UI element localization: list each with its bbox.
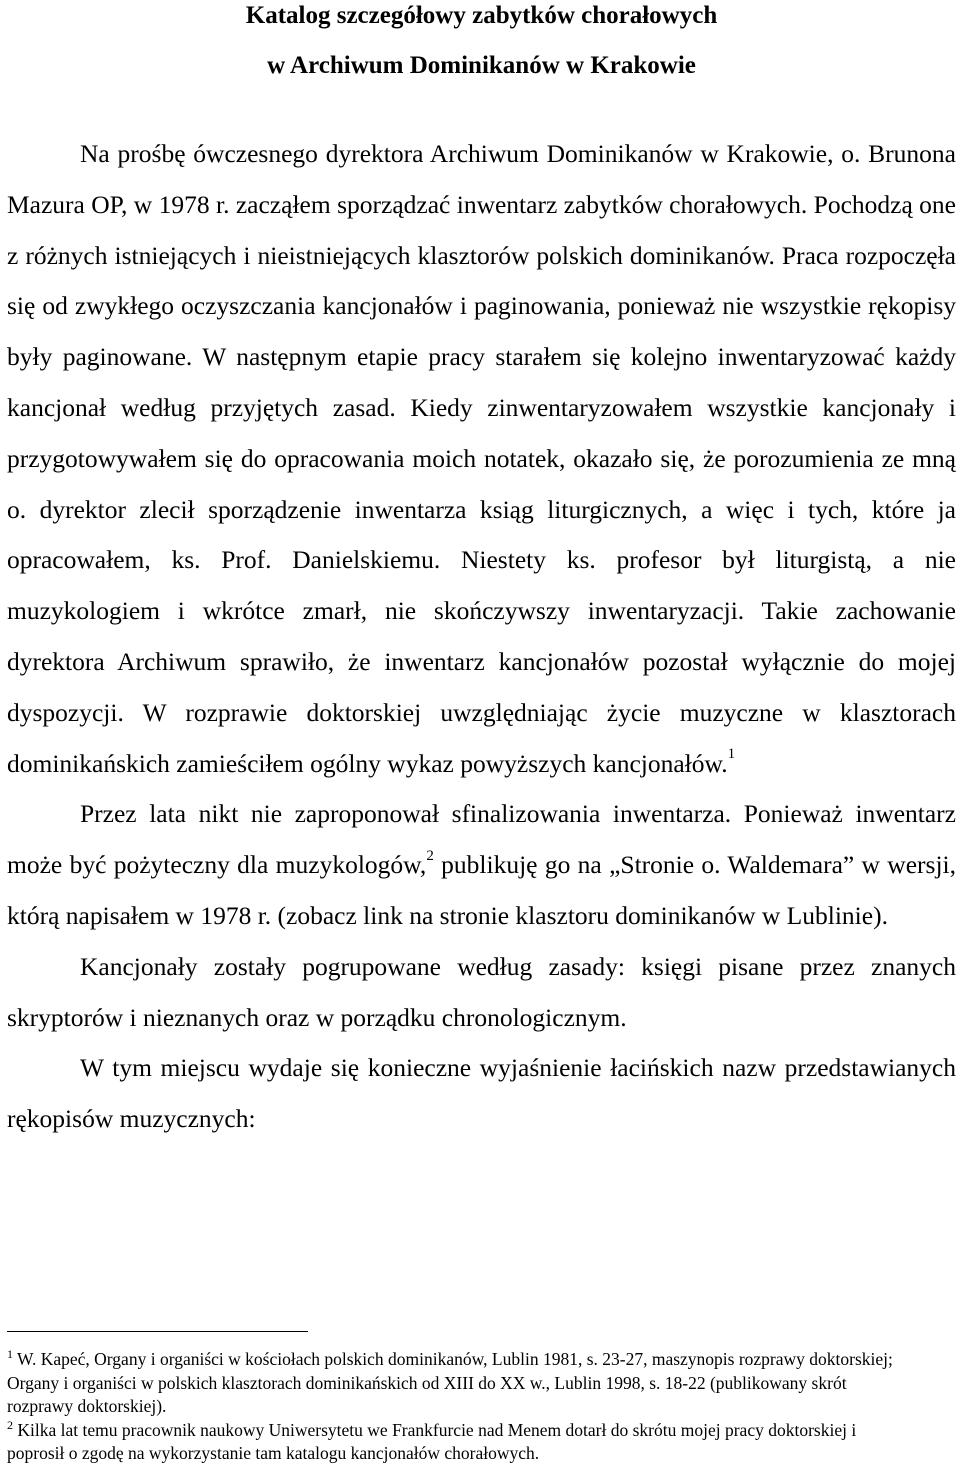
- footnote-2-number: 2: [7, 1417, 13, 1432]
- footnote-2: [7, 1419, 912, 1466]
- paragraph-2-text-a: Przez lata nikt nie zaproponował sfinalizowania inwentarza. Ponieważ inwentarz może być pożyteczny dla muzykologów,: [7, 799, 956, 880]
- paragraph-2: [7, 789, 956, 941]
- footnotes: [7, 1348, 912, 1466]
- document-title-line-2: w Archiwum Dominikanów w Krakowie: [267, 52, 696, 79]
- paragraph-3: Kancjonały zostały pogrupowane według zasady: księgi pisane przez znanych skryptorów i nieznanych oraz w porządku chronologicznym.: [7, 951, 956, 1032]
- footnote-1: [7, 1348, 912, 1419]
- footnote-2-text: Kilka lat temu pracownik naukowy Uniwersytetu we Frankfurcie nad Menem dotarł do skrótu mojej pracy doktorskiej i poprosił o zgodę na wykorzystanie tam katalogu kancjonałów chorałowych.: [7, 1419, 857, 1463]
- footnote-ref-2: 2: [426, 847, 434, 864]
- footnote-1-number: 1: [7, 1347, 13, 1362]
- paragraph-1: [7, 129, 956, 789]
- footnote-ref-1: 1: [727, 746, 736, 763]
- footnote-1-text: W. Kapeć, Organy i organiści w kościołach polskich dominikanów, Lublin 1981, s. 23-27, maszynopis rozprawy doktorskiej; Organy i organiści w polskich klasztorach dominikańskich od XIII do XX w., Lublin 1998, s. 18-22 (publikowany skrót rozprawy doktorskiej).: [7, 1349, 893, 1416]
- paragraph-1-text: Na prośbę ówczesnego dyrektora Archiwum Dominikanów w Krakowie, o. Brunona Mazura OP, w 1978 r. zacząłem sporządzać inwentarz zabytków chorałowych. Pochodzą one z różnych istniejących i nieistniejących klasztorów polskich dominikanów. Praca rozpoczęła się od zwykłego oczyszczania kancjonałów i paginowania, ponieważ nie wszystkie rękopisy były paginowane. W następnym etapie pracy starałem się kolejno inwentaryzować każdy kancjonał według przyjętych zasad. Kiedy zinwentaryzowałem wszystkie kancjonały i przygotowywałem się do opracowania moich notatek, okazało się, że porozumienia ze mną o. dyrektor zlecił sporządzenie inwentarza ksiąg liturgicznych, a więc i tych, które ja opracowałem, ks. Prof. Danielskiemu. Niestety ks. profesor był liturgistą, a nie muzykologiem i wkrótce zmarł, nie skończywszy inwentaryzacji. Takie zachowanie dyrektora Archiwum sprawiło, że inwentarz kancjonałów pozostał wyłącznie do mojej dyspozycji. W rozprawie doktorskiej uwzględniając życie muzyczne w klasztorach dominikańskich zamieściłem ogólny wykaz powyższych kancjonałów.: [7, 139, 956, 778]
- paragraph-4: W tym miejscu wydaje się konieczne wyjaśnienie łacińskich nazw przedstawianych rękopisów muzycznych:: [7, 1053, 956, 1134]
- footnote-separator: [7, 1331, 308, 1332]
- document-page: [7, 0, 956, 1145]
- paragraph-2-text-b: publikuję go na „Stronie o. Waldemara” w wersji, którą napisałem w 1978 r. (zobacz link na stronie klasztoru dominikanów w Lublinie).: [7, 850, 957, 930]
- document-title-line-1: Katalog szczegółowy zabytków chorałowych: [245, 2, 718, 29]
